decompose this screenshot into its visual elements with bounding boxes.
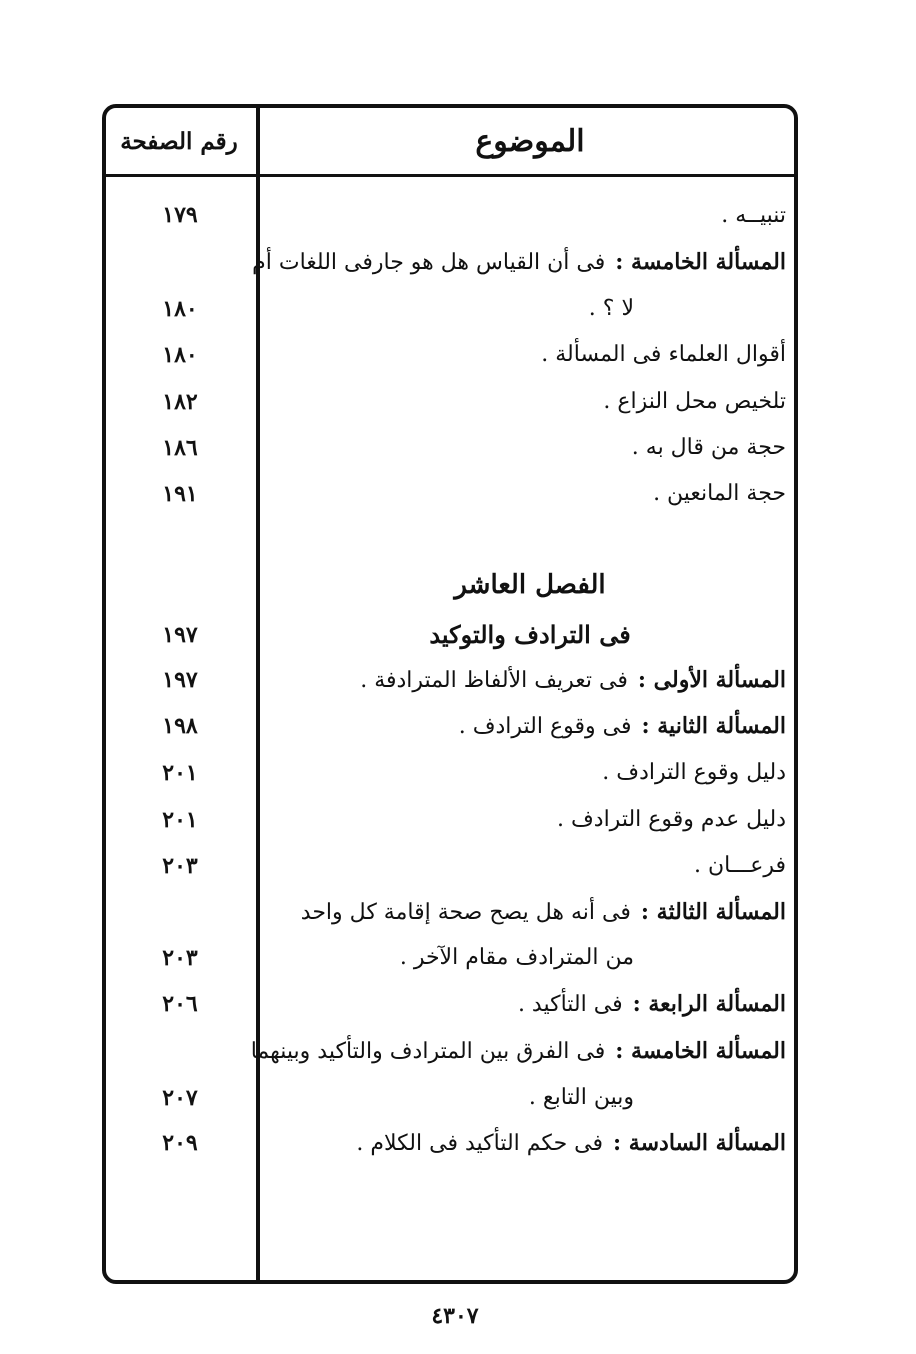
page-ref [130,242,230,282]
page-ref: ١٩٧ [162,667,198,693]
page-ref: ٢٠٣ [162,945,198,971]
list-item [264,938,634,978]
chapter-subtitle: فى الترادف والتوكيد [429,620,631,649]
item-text: فى التأكيد . [517,992,623,1017]
header-divider [102,174,798,177]
item-text: دليل وقوع الترادف . [602,760,786,785]
page-ref: ١٩١ [162,481,198,507]
item-text: فى أن القياس هل هو جارفى اللغات أم [252,250,606,275]
list-item [266,706,786,746]
page-ref: ١٨٦ [162,435,198,461]
list-item [266,428,786,468]
page-ref: ٢٠١ [162,760,198,786]
list-item [266,474,786,514]
list-item [266,984,786,1024]
item-text: حجة المانعين . [653,481,786,506]
item-text: فى أنه هل يصح صحة إقامة كل واحد [300,900,631,925]
page-ref: ١٨٠ [162,296,198,322]
page-ref: ١٨٠ [162,342,198,368]
page-number: ٤٣٠٧ [431,1303,479,1329]
item-text: تلخيص محل النزاع . [603,389,786,414]
item-text: فى وقوع الترادف . [458,714,632,739]
item-label: المسألة السادسة : [613,1130,786,1156]
list-item [266,195,786,235]
page-ref: ١٧٩ [162,202,198,228]
list-item [266,753,786,793]
item-text: فرعـــان . [694,853,786,878]
item-label: المسألة الرابعة : [632,991,786,1017]
page-ref [130,1031,230,1071]
item-label: المسألة الخامسة : [615,249,786,275]
item-text: وبين التابع . [528,1085,634,1110]
page-ref: ٢٠٣ [162,853,198,879]
page-ref: ٢٠١ [162,807,198,833]
page-ref: ١٩٧ [162,622,198,648]
topic-column-header: الموضوع [475,124,585,159]
item-text: أقوال العلماء فى المسألة . [541,342,786,367]
list-item [266,660,786,700]
item-label: المسألة الثالثة : [640,899,786,925]
list-item [266,382,786,422]
list-item [266,846,786,886]
page-ref [130,892,230,932]
page-ref: ١٩٨ [162,713,198,739]
list-item [266,800,786,840]
item-label: المسألة الثانية : [641,713,786,739]
list-item [264,289,634,329]
list-item [266,892,786,932]
page-ref: ٢٠٦ [162,991,198,1017]
item-text: فى حكم التأكيد فى الكلام . [356,1131,604,1156]
item-text: فى تعريف الألفاظ المترادفة . [360,668,628,693]
item-text: من المترادف مقام الآخر . [399,945,634,970]
page-ref: ١٨٢ [162,389,198,415]
list-item [252,242,786,282]
item-text: دليل عدم وقوع الترادف . [556,807,786,832]
item-text: حجة من قال به . [631,435,786,460]
item-label: المسألة الخامسة : [615,1038,786,1064]
item-text: لا ؟ . [588,296,634,321]
page-ref: ٢٠٩ [162,1130,198,1156]
page-column-header: رقم الصفحة [120,128,238,155]
list-item [250,1031,786,1071]
chapter-title: الفصل العاشر [454,570,606,600]
item-text: فى الفرق بين المترادف والتأكيد وبينهما [250,1039,606,1064]
page-ref: ٢٠٧ [162,1085,198,1111]
list-item [264,1078,634,1118]
item-text: تنبيــه . [721,203,786,228]
list-item [266,335,786,375]
item-label: المسألة الأولى : [637,667,786,693]
list-item [266,1123,786,1163]
